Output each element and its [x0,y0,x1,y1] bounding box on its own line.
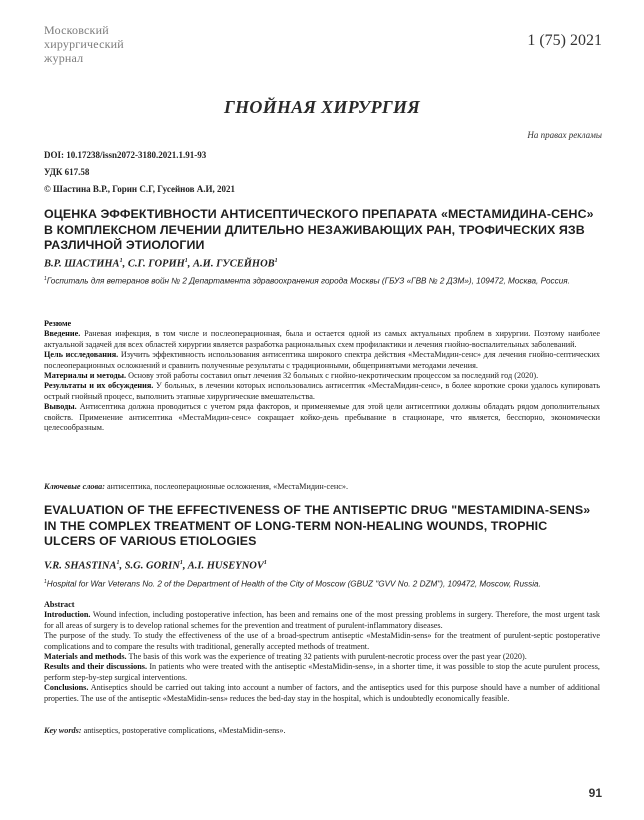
ru-aim-text: Изучить эффективность использования антисептика широкого спектра действия «МестаМидин-сенс» для лечения гнойно-септических послеоперационных осложнений и сравнить полученные результаты с традиционными, общепринятыми методами лечения. [44,350,601,370]
en-aim [44,631,600,652]
en-intro-text: Wound infection, including postoperative infection, has been and remains one of the most pressing problems in surgery. Therefore, the most urgent task for all areas of surgery is to develop rational schemes for the prevention and treatment of purulent-inflammatory diseases. [44,610,600,630]
en-results [44,662,600,683]
en-abstract [44,600,600,704]
ru-results-text: У больных, в лечении которых использовались антисептик «МестаМидин-сенс», в более короткие сроки удалось купировать острый гнойный процесс, выполнить этапные хирургические вмешательства. [44,381,600,401]
ru-aim-label: Цель исследования. [44,350,119,360]
ru-affiliation-text: Госпиталь для ветеранов войн № 2 Департамента здравоохранения города Москвы (ГБУЗ «ГВВ № 2 ДЗМ»), 109472, Москва, Россия. [46,276,570,286]
ru-keywords-label: Ключевые слова: [44,482,105,491]
ru-affiliation [44,274,600,287]
en-keywords-label: Key words: [44,726,82,735]
ru-intro-text: Раневая инфекция, в том числе и послеоперационная, была и остается одной из самых актуальных проблем в хирургии. Поэтому наиболее актуальной задачей для всех областей хирургии является разработка рациональных схем профилактики и лечения гнойно-воспалительных заболеваний. [44,329,601,349]
ru-methods-text: Основу этой работы составил опыт лечения 32 больных с гнойно-некротическим процессом за последний год (2020). [128,371,539,381]
en-abstract-heading: Abstract [44,600,75,609]
en-conclusions [44,683,600,704]
ru-intro-label: Введение. [44,329,81,339]
issue-number: 1 (75) 2021 [527,32,602,49]
en-author-3: A.I. HUSEYNOV [187,560,264,572]
ru-author-3-affil: 1 [274,258,278,264]
en-author-1-affil: 1 [116,560,120,566]
en-affil-marker: 1 [44,579,47,585]
ru-abstract-heading: Резюме [44,319,72,328]
en-methods-label: Materials and methods. [44,652,127,662]
en-author-1: V.R. SHASTINA [44,560,117,572]
ru-aim [44,350,600,371]
ru-title: ОЦЕНКА ЭФФЕКТИВНОСТИ АНТИСЕПТИЧЕСКОГО ПРЕПАРАТА «МЕСТАМИДИНА-СЕНС» В КОМПЛЕКСНОМ ЛЕЧЕНИИ ДЛИТЕЛЬНО НЕЗАЖИВАЮЩИХ РАН, ТРОФИЧЕСКИХ ЯЗВ РАЗЛИЧНОЙ ЭТИОЛОГИИ [44,207,594,252]
journal-logo-line-2: хирургический [44,37,124,51]
en-affiliation [44,577,600,590]
en-affiliation-text: Hospital for War Veterans No. 2 of the Department of Health of the City of Moscow (GBUZ "GVV No. 2 DZM"), 109472, Moscow, Russia. [46,579,541,589]
en-keywords-text: antiseptics, postoperative complications, «MestaMidin-sens». [83,726,286,735]
ru-author-2-affil: 1 [184,258,188,264]
copyright: © Шастина В.Р., Горин С.Г, Гусейнов А.И, 2021 [44,184,236,194]
en-conclusions-label: Conclusions. [44,683,89,693]
ru-author-1-affil: 1 [119,258,123,264]
ru-keywords-text: антисептика, послеоперационные осложнения, «МестаМидин-сенс». [106,482,349,491]
en-methods-text: The basis of this work was the experience of treating 32 patients with purulent-necrotic process over the past year (2020). [128,652,527,662]
journal-logo [44,23,154,67]
en-results-label: Results and their discussions. [44,662,147,672]
ru-author-3: А.И. ГУСЕЙНОВ [193,258,275,270]
en-results-text: In patients who were treated with the antiseptic «MestaMidin-sens», in a shorter time, it was possible to stop the acute purulent process, perform step-by-step surgical interventions. [44,662,600,682]
en-author-3-affil: 1 [263,560,267,566]
en-title: EVALUATION OF THE EFFECTIVENESS OF THE ANTISEPTIC DRUG "MESTAMIDINA-SENS» IN THE COMPLEX TREATMENT OF LONG-TERM NON-HEALING WOUNDS, TROPHIC ULCERS OF VARIOUS ETIOLOGIES [44,503,591,548]
journal-logo-line-1: Московский [44,23,109,37]
ru-author-2: С.Г. ГОРИН [127,258,185,270]
journal-logo-line-3: журнал [44,51,84,65]
udc: УДК 617.58 [44,167,90,177]
ru-intro [44,329,600,350]
page-number: 91 [588,786,602,800]
doi: DOI: 10.17238/issn2072-3180.2021.1.91-93 [44,150,207,160]
ru-conclusions-text: Антисептика должна проводиться с учетом ряда факторов, и применяемые для этой цели антисептики должны обладать рядом дополнительных свойств. Применение антисептика «МестаМидин-сенс» сокращает койко-день пребывание в стационаре, что является, бесспорно, экономически целесообразным. [44,402,600,433]
ru-results-label: Результаты и их обсуждения. [44,381,154,391]
en-keywords [44,726,600,735]
en-aim-text: The purpose of the study. To study the effectiveness of the use of a broad-spectrum antiseptic «MestaMidin-sens» for the treatment of purulent-septic postoperative complications and to compare the results with traditional, generally accepted methods of treatment. [44,631,600,651]
en-authors: V.R. SHASTINA$^1$, S.G. GORIN$^1$, A.I. HUSEYNOV$^1$ [44,560,267,572]
en-intro [44,610,600,631]
ru-conclusions-label: Выводы. [44,402,77,412]
en-methods [44,652,600,662]
ru-abstract [44,319,600,433]
section-title: ГНОЙНАЯ ХИРУРГИЯ [223,97,421,117]
ru-conclusions [44,402,600,433]
ru-affil-marker: 1 [44,276,47,282]
en-intro-label: Introduction. [44,610,91,620]
ru-methods-label: Материалы и методы. [44,371,127,381]
ru-author-1: В.Р. ШАСТИНА [44,258,120,270]
en-conclusions-text: Antiseptics should be carried out taking into account a number of factors, and the antiseptics used for this purpose should have a number of additional properties. The use of the antiseptic «MestaMidin-sens» reduces the bed-day stay in the hospital, which is undoubtedly economically feasible. [44,683,600,703]
en-author-2-affil: 1 [179,560,183,566]
ru-methods [44,371,600,381]
en-author-2: S.G. GORIN [124,560,180,572]
ru-authors: В.Р. ШАСТИНА$^1$, С.Г. ГОРИН$^1$, А.И. ГУСЕЙНОВ$^1$ [44,258,278,270]
ru-results [44,381,600,402]
ru-keywords [44,482,600,491]
advertising-note: На правах рекламы [527,130,602,140]
